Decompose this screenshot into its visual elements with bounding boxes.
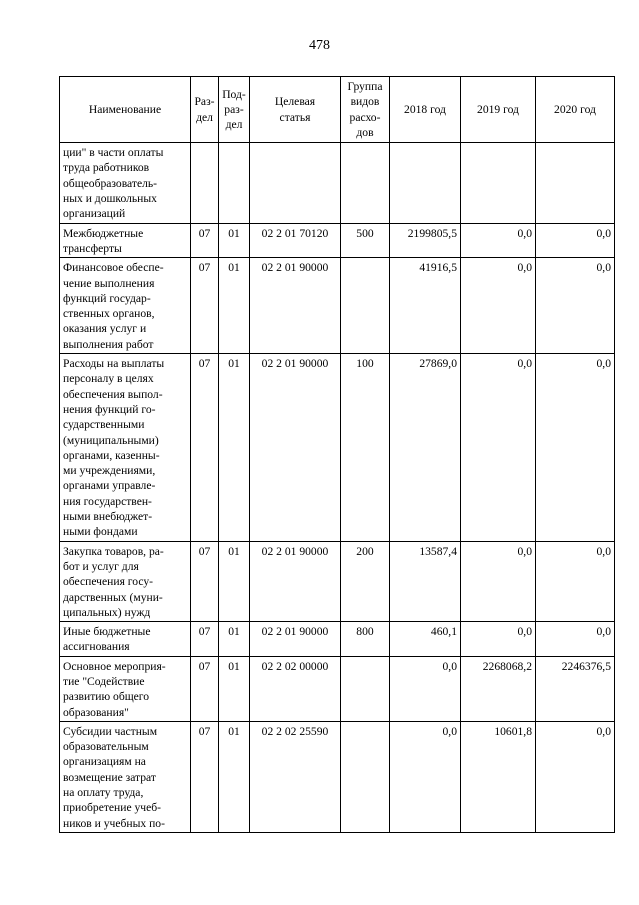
row-name: ции" в части оплаты труда работников общеобразователь- ных и дошкольных организаций	[63, 146, 164, 221]
table-header-row	[60, 77, 615, 143]
cell-2018: 2199805,5	[390, 223, 461, 258]
row-name: Иные бюджетные ассигнования	[63, 625, 151, 654]
cell-name	[60, 541, 191, 621]
row-name: Межбюджетные трансферты	[63, 226, 144, 255]
cell-target: 02 2 02 00000	[250, 656, 341, 721]
table-row	[60, 656, 615, 721]
cell-section: 07	[191, 541, 219, 621]
cell-2019: 0,0	[461, 223, 536, 258]
cell-2018: 13587,4	[390, 541, 461, 621]
table-row	[60, 258, 615, 354]
header-group	[341, 77, 390, 143]
cell-group: 500	[341, 223, 390, 258]
cell-target	[250, 143, 341, 223]
cell-2020: 0,0	[536, 721, 615, 832]
cell-name	[60, 258, 191, 354]
cell-2018: 41916,5	[390, 258, 461, 354]
cell-subsection: 01	[219, 354, 250, 542]
cell-target: 02 2 02 25590	[250, 721, 341, 832]
header-section-label: Раз- дел	[194, 95, 215, 124]
cell-group	[341, 258, 390, 354]
cell-2020: 2246376,5	[536, 656, 615, 721]
header-name	[60, 77, 191, 143]
cell-2019: 2268068,2	[461, 656, 536, 721]
cell-section	[191, 143, 219, 223]
row-name: Основное мероприя- тие "Содействие развитию общего образования"	[63, 659, 166, 719]
header-target-label: Целевая статья	[274, 95, 316, 124]
budget-table	[59, 76, 615, 833]
cell-section: 07	[191, 223, 219, 258]
cell-target: 02 2 01 90000	[250, 354, 341, 542]
cell-group	[341, 656, 390, 721]
cell-name	[60, 622, 191, 657]
table-row	[60, 541, 615, 621]
cell-target: 02 2 01 90000	[250, 258, 341, 354]
header-subsection	[219, 77, 250, 143]
cell-2019: 0,0	[461, 622, 536, 657]
cell-group	[341, 721, 390, 832]
cell-subsection: 01	[219, 258, 250, 354]
cell-subsection: 01	[219, 656, 250, 721]
cell-section: 07	[191, 354, 219, 542]
cell-2020: 0,0	[536, 354, 615, 542]
cell-2018: 460,1	[390, 622, 461, 657]
cell-section: 07	[191, 622, 219, 657]
header-name-label: Наименование	[88, 102, 162, 116]
page-number: 478	[309, 38, 330, 53]
cell-target: 02 2 01 90000	[250, 541, 341, 621]
header-2020-label: 2020 год	[554, 102, 596, 116]
cell-name	[60, 143, 191, 223]
cell-name	[60, 354, 191, 542]
header-2019	[461, 77, 536, 143]
table-row	[60, 721, 615, 832]
cell-subsection: 01	[219, 541, 250, 621]
header-2020	[536, 77, 615, 143]
cell-2018	[390, 143, 461, 223]
cell-section: 07	[191, 258, 219, 354]
header-group-label: Группа видов расхо- дов	[347, 80, 383, 139]
cell-target: 02 2 01 90000	[250, 622, 341, 657]
cell-2020: 0,0	[536, 622, 615, 657]
header-target	[250, 77, 341, 143]
cell-group: 100	[341, 354, 390, 542]
header-2019-label: 2019 год	[477, 102, 519, 116]
cell-2018: 0,0	[390, 721, 461, 832]
row-name: Расходы на выплаты персоналу в целях обеспечения выпол- нения функций го- сударственными (муниципальными) органами, казенны- ми учреждениями, органами управле- ния государствен- ными внебюджет- ными фондами	[63, 357, 165, 539]
cell-2019	[461, 143, 536, 223]
cell-2020: 0,0	[536, 223, 615, 258]
cell-name	[60, 223, 191, 258]
cell-target: 02 2 01 70120	[250, 223, 341, 258]
header-2018	[390, 77, 461, 143]
cell-2018: 27869,0	[390, 354, 461, 542]
table-row	[60, 223, 615, 258]
table-row	[60, 354, 615, 542]
cell-2019: 0,0	[461, 541, 536, 621]
cell-section: 07	[191, 721, 219, 832]
table-row	[60, 143, 615, 223]
row-name: Финансовое обеспе- чение выполнения функций государ- ственных органов, оказания услуг и выполнения работ	[63, 261, 164, 351]
cell-2019: 0,0	[461, 258, 536, 354]
cell-2020: 0,0	[536, 258, 615, 354]
cell-group: 200	[341, 541, 390, 621]
cell-2019: 0,0	[461, 354, 536, 542]
cell-name	[60, 656, 191, 721]
cell-group: 800	[341, 622, 390, 657]
cell-2019: 10601,8	[461, 721, 536, 832]
cell-subsection: 01	[219, 223, 250, 258]
cell-group	[341, 143, 390, 223]
header-section	[191, 77, 219, 143]
table-row	[60, 622, 615, 657]
cell-name	[60, 721, 191, 832]
header-subsection-label: Под- раз- дел	[222, 87, 246, 132]
cell-2020: 0,0	[536, 541, 615, 621]
row-name: Закупка товаров, ра- бот и услуг для обеспечения госу- дарственных (муни- ципальных) нужд	[63, 544, 164, 619]
cell-subsection: 01	[219, 622, 250, 657]
cell-2020	[536, 143, 615, 223]
row-name: Субсидии частным образовательным организациям на возмещение затрат на оплату труда, приобретение учеб- ников и учебных по-	[63, 724, 165, 830]
cell-subsection: 01	[219, 721, 250, 832]
cell-section: 07	[191, 656, 219, 721]
header-2018-label: 2018 год	[404, 102, 446, 116]
cell-2018: 0,0	[390, 656, 461, 721]
cell-subsection	[219, 143, 250, 223]
